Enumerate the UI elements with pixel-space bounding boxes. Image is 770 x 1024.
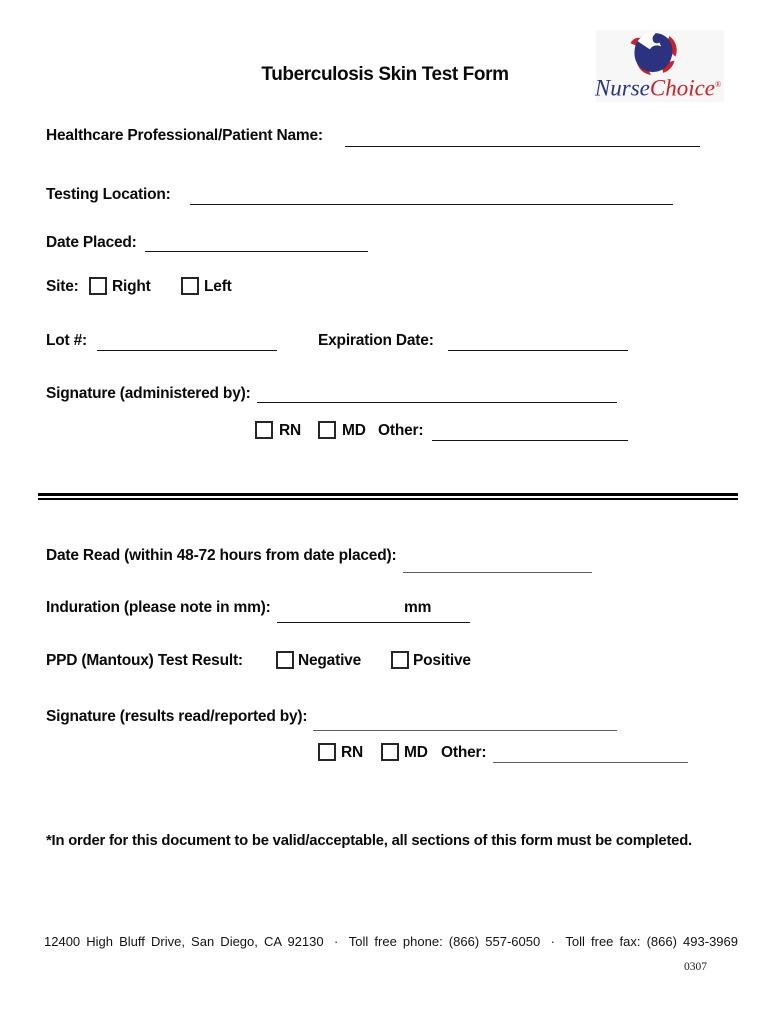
administered-other-line[interactable] (432, 440, 628, 441)
nursechoice-logo (592, 72, 724, 102)
result-negative-label: Negative (298, 652, 362, 669)
date-placed-line[interactable] (145, 251, 368, 252)
result-positive-label: Positive (413, 652, 471, 669)
site-left-checkbox[interactable] (181, 277, 199, 295)
site-right-label: Right (112, 278, 151, 295)
result-negative-checkbox[interactable] (276, 651, 294, 669)
patient-name-line[interactable] (345, 146, 700, 147)
results-md-label: MD (404, 744, 428, 761)
footer-phone: Toll free phone: (866) 557-6050 (348, 934, 541, 949)
signature-administered-line[interactable] (257, 402, 617, 403)
nursechoice-swirl-icon (629, 31, 679, 76)
administered-md-checkbox[interactable] (318, 421, 336, 439)
results-other-label: Other: (441, 744, 487, 761)
logo-choice-text: Choice (649, 75, 716, 101)
footer-separator-dot: · (550, 934, 555, 949)
administered-md-label: MD (342, 422, 366, 439)
patient-name-label: Healthcare Professional/Patient Name: (46, 127, 323, 144)
testing-location-label: Testing Location: (46, 186, 171, 203)
logo-trademark: ® (715, 80, 722, 89)
signature-results-label: Signature (results read/reported by): (46, 708, 308, 725)
logo-nurse-text: Nurse (594, 75, 650, 101)
signature-administered-label: Signature (administered by): (46, 385, 251, 402)
form-code: 0307 (684, 961, 707, 973)
result-positive-checkbox[interactable] (391, 651, 409, 669)
footer-fax: Toll free fax: (866) 493-3969 (565, 934, 738, 949)
results-rn-label: RN (341, 744, 363, 761)
results-rn-checkbox[interactable] (318, 743, 336, 761)
footer-address: 12400 High Bluff Drive, San Diego, CA 92130 (44, 934, 324, 949)
date-read-line[interactable] (403, 572, 592, 573)
induration-label: Induration (please note in mm): (46, 599, 271, 616)
site-label: Site: (46, 278, 79, 295)
validity-note: *In order for this document to be valid/acceptable, all sections of this form must be completed. (46, 833, 692, 849)
section-divider (38, 493, 738, 500)
expiration-date-label: Expiration Date: (318, 332, 434, 349)
lot-number-line[interactable] (97, 350, 277, 351)
date-placed-label: Date Placed: (46, 234, 137, 251)
footer (44, 934, 738, 949)
administered-rn-label: RN (279, 422, 301, 439)
footer-separator-dot: · (334, 934, 339, 949)
results-other-line[interactable] (493, 762, 688, 763)
site-right-checkbox[interactable] (89, 277, 107, 295)
page-title: Tuberculosis Skin Test Form (261, 64, 509, 85)
lot-number-label: Lot #: (46, 332, 87, 349)
administered-rn-checkbox[interactable] (255, 421, 273, 439)
expiration-date-line[interactable] (448, 350, 628, 351)
induration-line[interactable] (277, 622, 470, 623)
date-read-label: Date Read (within 48-72 hours from date placed): (46, 547, 397, 564)
testing-location-line[interactable] (190, 204, 673, 205)
site-left-label: Left (204, 278, 232, 295)
administered-other-label: Other: (378, 422, 424, 439)
ppd-result-label: PPD (Mantoux) Test Result: (46, 652, 243, 669)
mm-unit-label: mm (404, 599, 432, 616)
results-md-checkbox[interactable] (381, 743, 399, 761)
signature-results-line[interactable] (313, 730, 617, 731)
